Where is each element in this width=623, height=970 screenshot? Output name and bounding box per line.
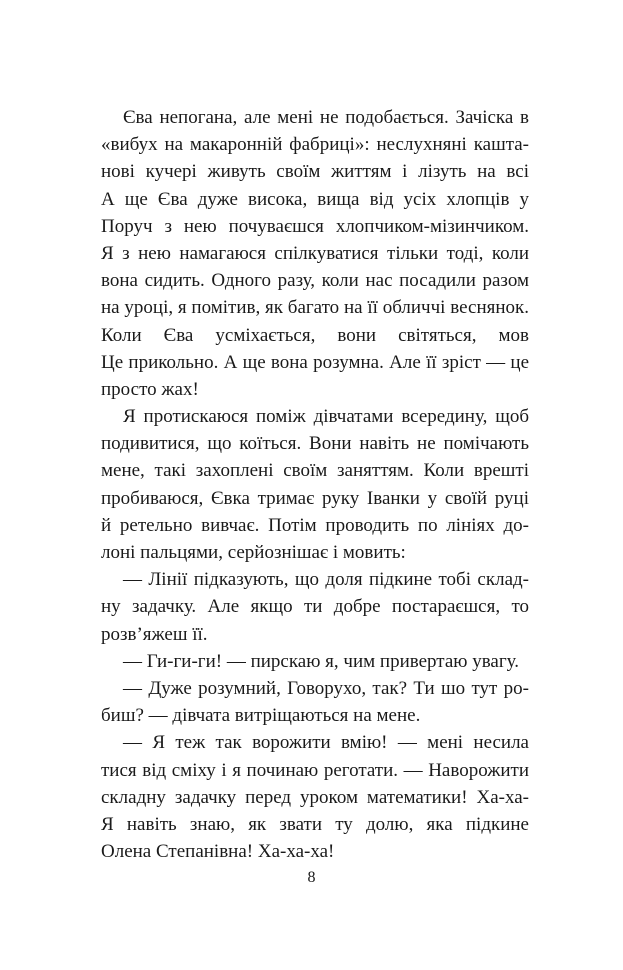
text-line: — Я теж так ворожити вмію! — мені несила [123, 732, 529, 754]
text-line: Поруч з нею почуваєшся хлопчиком-мізинчиком. [101, 215, 529, 237]
text-line: Я навіть знаю, як звати ту долю, яка підкине [101, 813, 529, 835]
body-text [101, 104, 529, 865]
text-line: тися від сміху і я починаю реготати. — Наворожити [101, 759, 529, 781]
text-line: розв’яжеш її. [101, 623, 208, 645]
text-line: «вибух на макаронній фабриці»: неслухняні кашта- [101, 134, 529, 156]
text-line: биш? — дівчата витріщаються на мене. [101, 705, 421, 727]
page-number: 8 [307, 869, 316, 886]
text-line: — Лінії підказують, що доля підкине тобі склад- [123, 569, 529, 591]
text-line: просто жах! [101, 378, 199, 400]
text-line: й ретельно вивчає. Потім проводить по лініях до- [101, 514, 529, 536]
text-line: нові кучері живуть своїм життям і лізуть на всі [101, 161, 529, 183]
text-line: ну задачку. Але якщо ти добре постараєшся, то [101, 596, 529, 618]
text-line: Я протискаюся поміж дівчатами всередину, щоб [123, 406, 529, 428]
text-line: лоні пальцями, серйознішає і мовить: [101, 542, 406, 563]
text-line: А ще Єва дуже висока, вища від усіх хлопців у [101, 188, 529, 210]
text-line: подивитися, що коїться. Вони навіть не помічають [101, 433, 529, 455]
text-line: — Ги-ги-ги! — пирскаю я, чим привертаю увагу. [123, 650, 519, 672]
text-line: вона сидить. Одного разу, коли нас посадили разом [101, 270, 529, 292]
text-line: Олена Степанівна! Ха-ха-ха! [101, 841, 335, 863]
text-line: мене, такі захоплені своїм заняттям. Коли врешті [101, 460, 529, 482]
text-line: Це прикольно. А ще вона розумна. Але її зріст — це [101, 351, 529, 373]
text-line: на уроці, я помітив, як багато на її обличчі веснянок. [101, 297, 529, 319]
text-line: Я з нею намагаюся спілкуватися тільки тоді, коли [101, 242, 529, 264]
text-line: пробиваюся, Євка тримає руку Іванки у своїй руці [101, 487, 529, 509]
text-line: Єва непогана, але мені не подобається. Зачіска в [123, 107, 529, 128]
text-line: Коли Єва усміхається, вони світяться, мов [101, 324, 529, 346]
text-line: — Дуже розумний, Говорухо, так? Ти шо тут ро- [123, 677, 529, 699]
text-line: складну задачку перед уроком математики! Ха-ха- [101, 786, 529, 808]
